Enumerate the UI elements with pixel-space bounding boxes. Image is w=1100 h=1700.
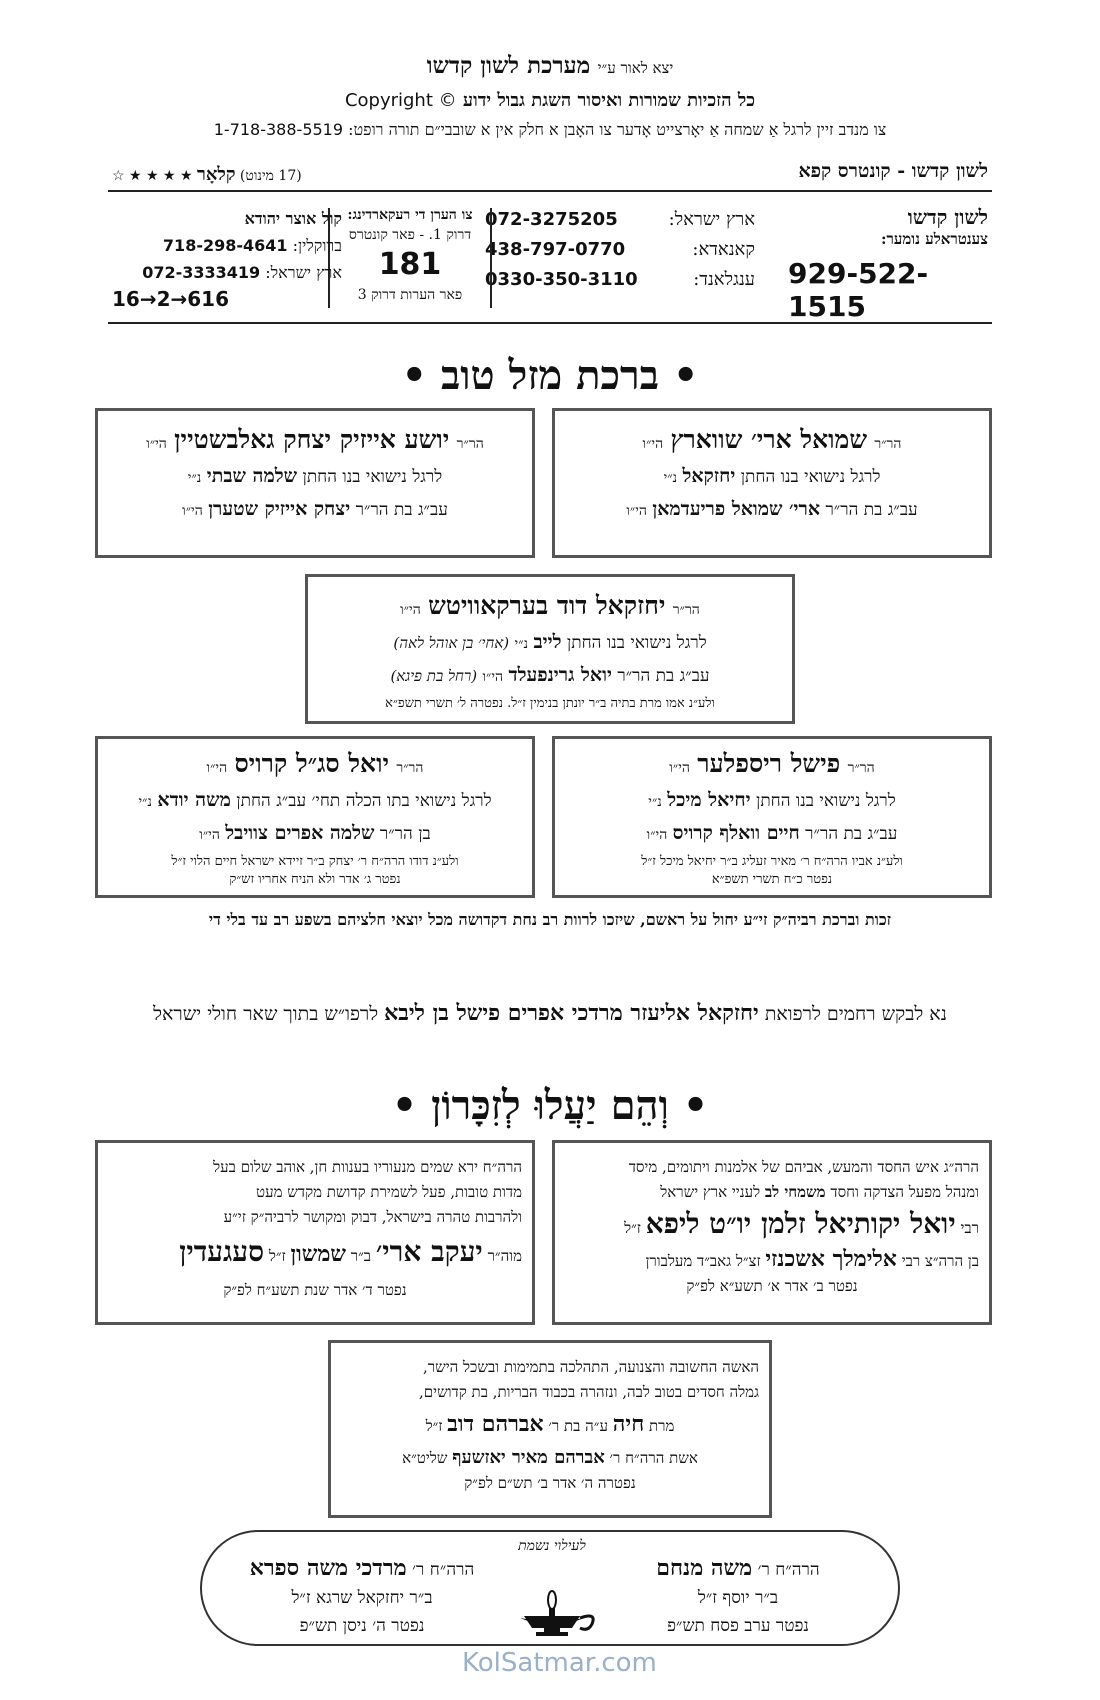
central-number: לשון קדשו צענטראלע נומער: 929-522-1515 bbox=[788, 205, 988, 323]
memorial-box: הרה״ח ירא שמים מנעוריו בענוות חן, אוהב שלום בעל מדות טובות, פעל לשמירת קדושת מקדש מעט ולהרבות טהרה בישראל, דבוק ומקושר לרביה״ק זי״ע מוה״ר יעקב ארי׳ ב״ר שמשון ז״ל סעגעדין נפטר ד׳ אדר שנת תשע״ח לפ״ק bbox=[95, 1140, 535, 1325]
recording-reference: צו הערן די רעקארדינג: דרוק 1. - פאר קונטרס 181 פאר הערות דרוק 3 bbox=[340, 205, 480, 305]
watermark: KolSatmar.com bbox=[462, 1648, 657, 1678]
mazel-tov-box: הר״ר יואל סג״ל קרויס הי״ו לרגל נישואי בתו הכלה תחי׳ עב״ג החתן משה יודא נ״י בן הר״ר שלמה אפרים צוויבל הי״ו ולע״נ דודו הרה״ח ר׳ יצחק ב״ר זיידא ישראל חיים הלוי ז״ל נפטר ג׳ אדר ולא הניח אחריו זש״ק bbox=[95, 736, 535, 898]
mazel-tov-box: הר״ר פישל ריספלער הי״ו לרגל נישואי בנו החתן יחיאל מיכל נ״י עב״ג בת הר״ר חיים וואלף קרויס הי״ו ולע״נ אביו הרה״ח ר׳ מאיר זעליג ב״ר יחיאל מיכל ז״ל נפטר כ״ח תשרי תשפ״א bbox=[552, 736, 992, 898]
memorial-oval-left: הרה״ח ר׳ מרדכי משה ספרא ב״ר יחזקאל שרגא ז״ל נפטר ה׳ ניסן תש״פ bbox=[249, 1555, 475, 1636]
publisher-name: מערכת לשון קדשו bbox=[426, 52, 591, 79]
mazel-tov-box: הר״ר יחזקאל דוד בערקאוויטש הי״ו לרגל נישואי בנו החתן לייב נ״י (אחי׳ בן אוהל לאה) עב״ג בת הר״ר יואל גרינפעלד הי״ו (רחל בת פיגא) ולע״נ אמו מרת בתיה ב״ר יונתן בנימין ז״ל. נפטרה ל׳ תשרי תשפ״א bbox=[305, 574, 795, 724]
booklet-title: לשון קדשו - קונטרס קפא bbox=[798, 160, 988, 182]
zechus-note: זכות וברכת רביה״ק זי״ע יחול על ראשם, שיזכו לרוות רב נחת דקדושה מכל יוצאי חלציהם בשפע רב עד בלי די bbox=[208, 910, 892, 929]
phone-row: ארץ ישראל: 072-3275205 bbox=[485, 209, 755, 230]
donation-line: צו מנדב זיין לרגל אַ שמחה אַ יאָרצייט אָדער צו האָבן א חלק אין א שובבי״ם תורה רופט: 1-718-388-5519 bbox=[213, 120, 887, 139]
copyright-line: כל הזכיות שמורות ואיסור השגת גבול ידוע Copyright © bbox=[344, 90, 756, 111]
memorial-box: האשה החשובה והצנועה, התהלכה בתמימות ובשכל הישר, גמלה חסדים בטוב לבה, ונזהרה בכבוד הבריות, בת קדושים, מרת חיה ע״ה בת ר׳ אברהם דוב ז״ל אשת הרה״ח ר׳ אברהם מאיר יאזשעף שליט״א נפטרה ה׳ אדר ב׳ תש״ם לפ״ק bbox=[328, 1340, 772, 1518]
kol-otzar-yehuda: קול אוצר יהודא ברוקלין: 718-298-4641 ארץ ישראל: 072-3333419 16→2→616 bbox=[112, 209, 342, 311]
dial-code: 16→2→616 bbox=[112, 287, 230, 311]
divider bbox=[108, 322, 992, 324]
section-title-memorial: • וְהֵם יַעֲלוּ לְזִכָּרוֹן • bbox=[391, 1082, 709, 1129]
regional-phones bbox=[485, 205, 755, 295]
booklet-number: 181 bbox=[378, 247, 442, 282]
central-phone: 929-522-1515 bbox=[788, 257, 929, 323]
phone-row: קאנאדא: 438-797-0770 bbox=[485, 239, 755, 260]
memorial-oval-right: הרה״ח ר׳ משה מנחם ב״ר יוסף ז״ל נפטר ערב פסח תש״פ bbox=[656, 1555, 820, 1636]
divider bbox=[108, 190, 992, 192]
duration-rating: (17 מינוט) קלאָר ★ ★ ★ ★ ☆ bbox=[112, 164, 302, 185]
publisher-line: יצא לאור ע״י מערכת לשון קדשו bbox=[426, 52, 674, 79]
lzecher-nishmas-label: לעילוי נשמת bbox=[518, 1538, 586, 1554]
rating-stars: ★ ★ ★ ★ ☆ bbox=[112, 168, 193, 184]
divider bbox=[490, 208, 492, 308]
memorial-oval bbox=[200, 1530, 900, 1646]
candle-lamp-icon bbox=[502, 1540, 602, 1640]
mazel-tov-box: הר״ר שמואל ארי׳ שווארץ הי״ו לרגל נישואי בנו החתן יחזקאל נ״י עב״ג בת הר״ר ארי׳ שמואל פריעדמאן הי״ו bbox=[552, 408, 992, 558]
phone-row: ענגלאנד: 0330-350-3110 bbox=[485, 269, 755, 290]
memorial-box: הרה״ג איש החסד והמעש, אביהם של אלמנות ויתומים, מיסד ומנהל מפעל הצדקה וחסד משמחי לב לעניי ארץ ישראל רבי יואל יקותיאל זלמן יו״ט ליפא ז״ל בן הרה״צ רבי אלימלך אשכנזי זצ״ל גאב״ד מעלבורן נפטר ב׳ אדר א׳ תשע״א לפ״ק bbox=[552, 1140, 992, 1325]
section-title-mazel-tov: • ברכת מזל טוב • bbox=[401, 352, 699, 399]
mazel-tov-box: הר״ר יושע אייזיק יצחק גאלבשטיין הי״ו לרגל נישואי בנו החתן שלמה שבתי נ״י עב״ג בת הר״ר יצחק אייזיק שטערן הי״ו bbox=[95, 408, 535, 558]
refuah-request: נא לבקש רחמים לרפואת יחזקאל אליעזר מרדכי אפרים פישל בן ליבא לרפו״ש בתוך שאר חולי ישראל bbox=[153, 1000, 947, 1026]
